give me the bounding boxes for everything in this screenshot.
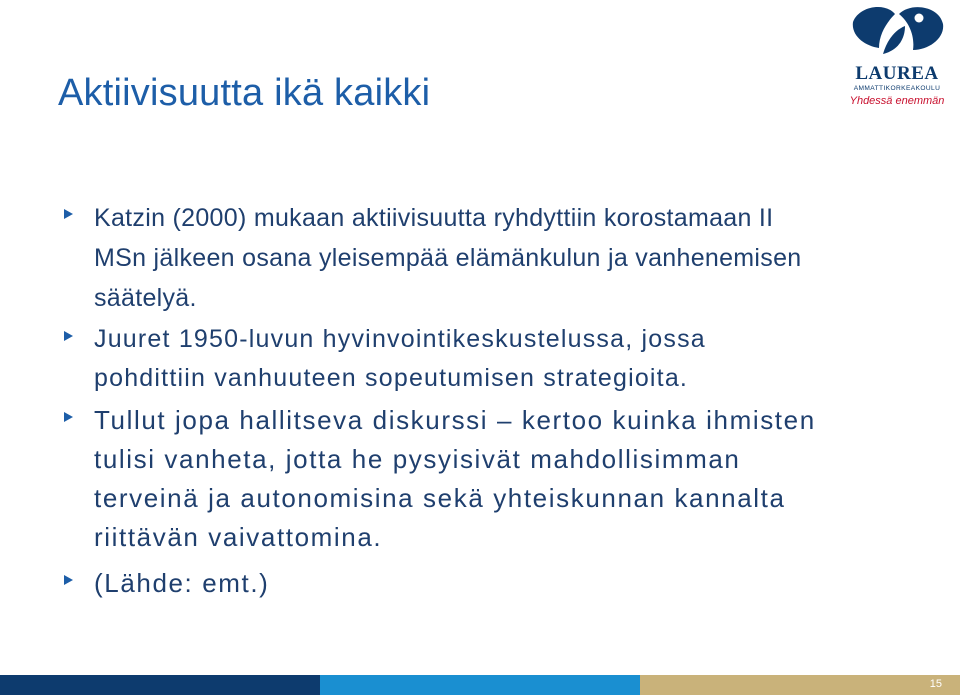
bullet-item	[60, 401, 820, 557]
bullet-triangle-icon	[64, 412, 73, 422]
bullet-list	[60, 198, 820, 603]
bullet-item	[60, 563, 820, 603]
laurea-emblem-icon	[849, 4, 945, 60]
logo-subtitle: AMMATTIKORKEAKOULU	[853, 85, 941, 92]
logo-tagline: Yhdessä enemmän	[849, 95, 945, 107]
bullet-triangle-icon	[64, 575, 73, 585]
footer-segment-blue	[320, 675, 640, 695]
bullet-item	[60, 320, 820, 398]
bullet-triangle-icon	[64, 331, 73, 341]
page-number: 15	[929, 678, 942, 690]
footer-segment-navy	[0, 675, 320, 695]
bullet-item	[60, 198, 820, 318]
bullet-text: Tullut jopa hallitseva diskurssi – kertoo kuinka ihmisten tulisi vanheta, jotta he pysyisivät mahdollisimman terveinä ja autonomisina sekä yhteiskunnan kannalta riittävän vaivattomina.	[94, 405, 816, 552]
bullet-text: Juuret 1950-luvun hyvinvointikeskustelussa, jossa pohdittiin vanhuuteen sopeutumisen strategioita.	[94, 325, 706, 392]
bullet-triangle-icon	[64, 209, 73, 219]
bullet-text: Katzin (2000) mukaan aktiivisuutta ryhdyttiin korostamaan II MSn jälkeen osana yleisempää elämänkulun ja vanhenemisen säätelyä.	[94, 204, 802, 312]
logo-name: LAUREA	[855, 63, 939, 84]
bullet-text: (Lähde: emt.)	[94, 568, 270, 598]
laurea-logo	[843, 4, 951, 114]
footer-segment-gold	[640, 675, 960, 695]
slide-title: Aktiivisuutta ikä kaikki	[58, 72, 431, 114]
footer-bar	[0, 675, 960, 695]
